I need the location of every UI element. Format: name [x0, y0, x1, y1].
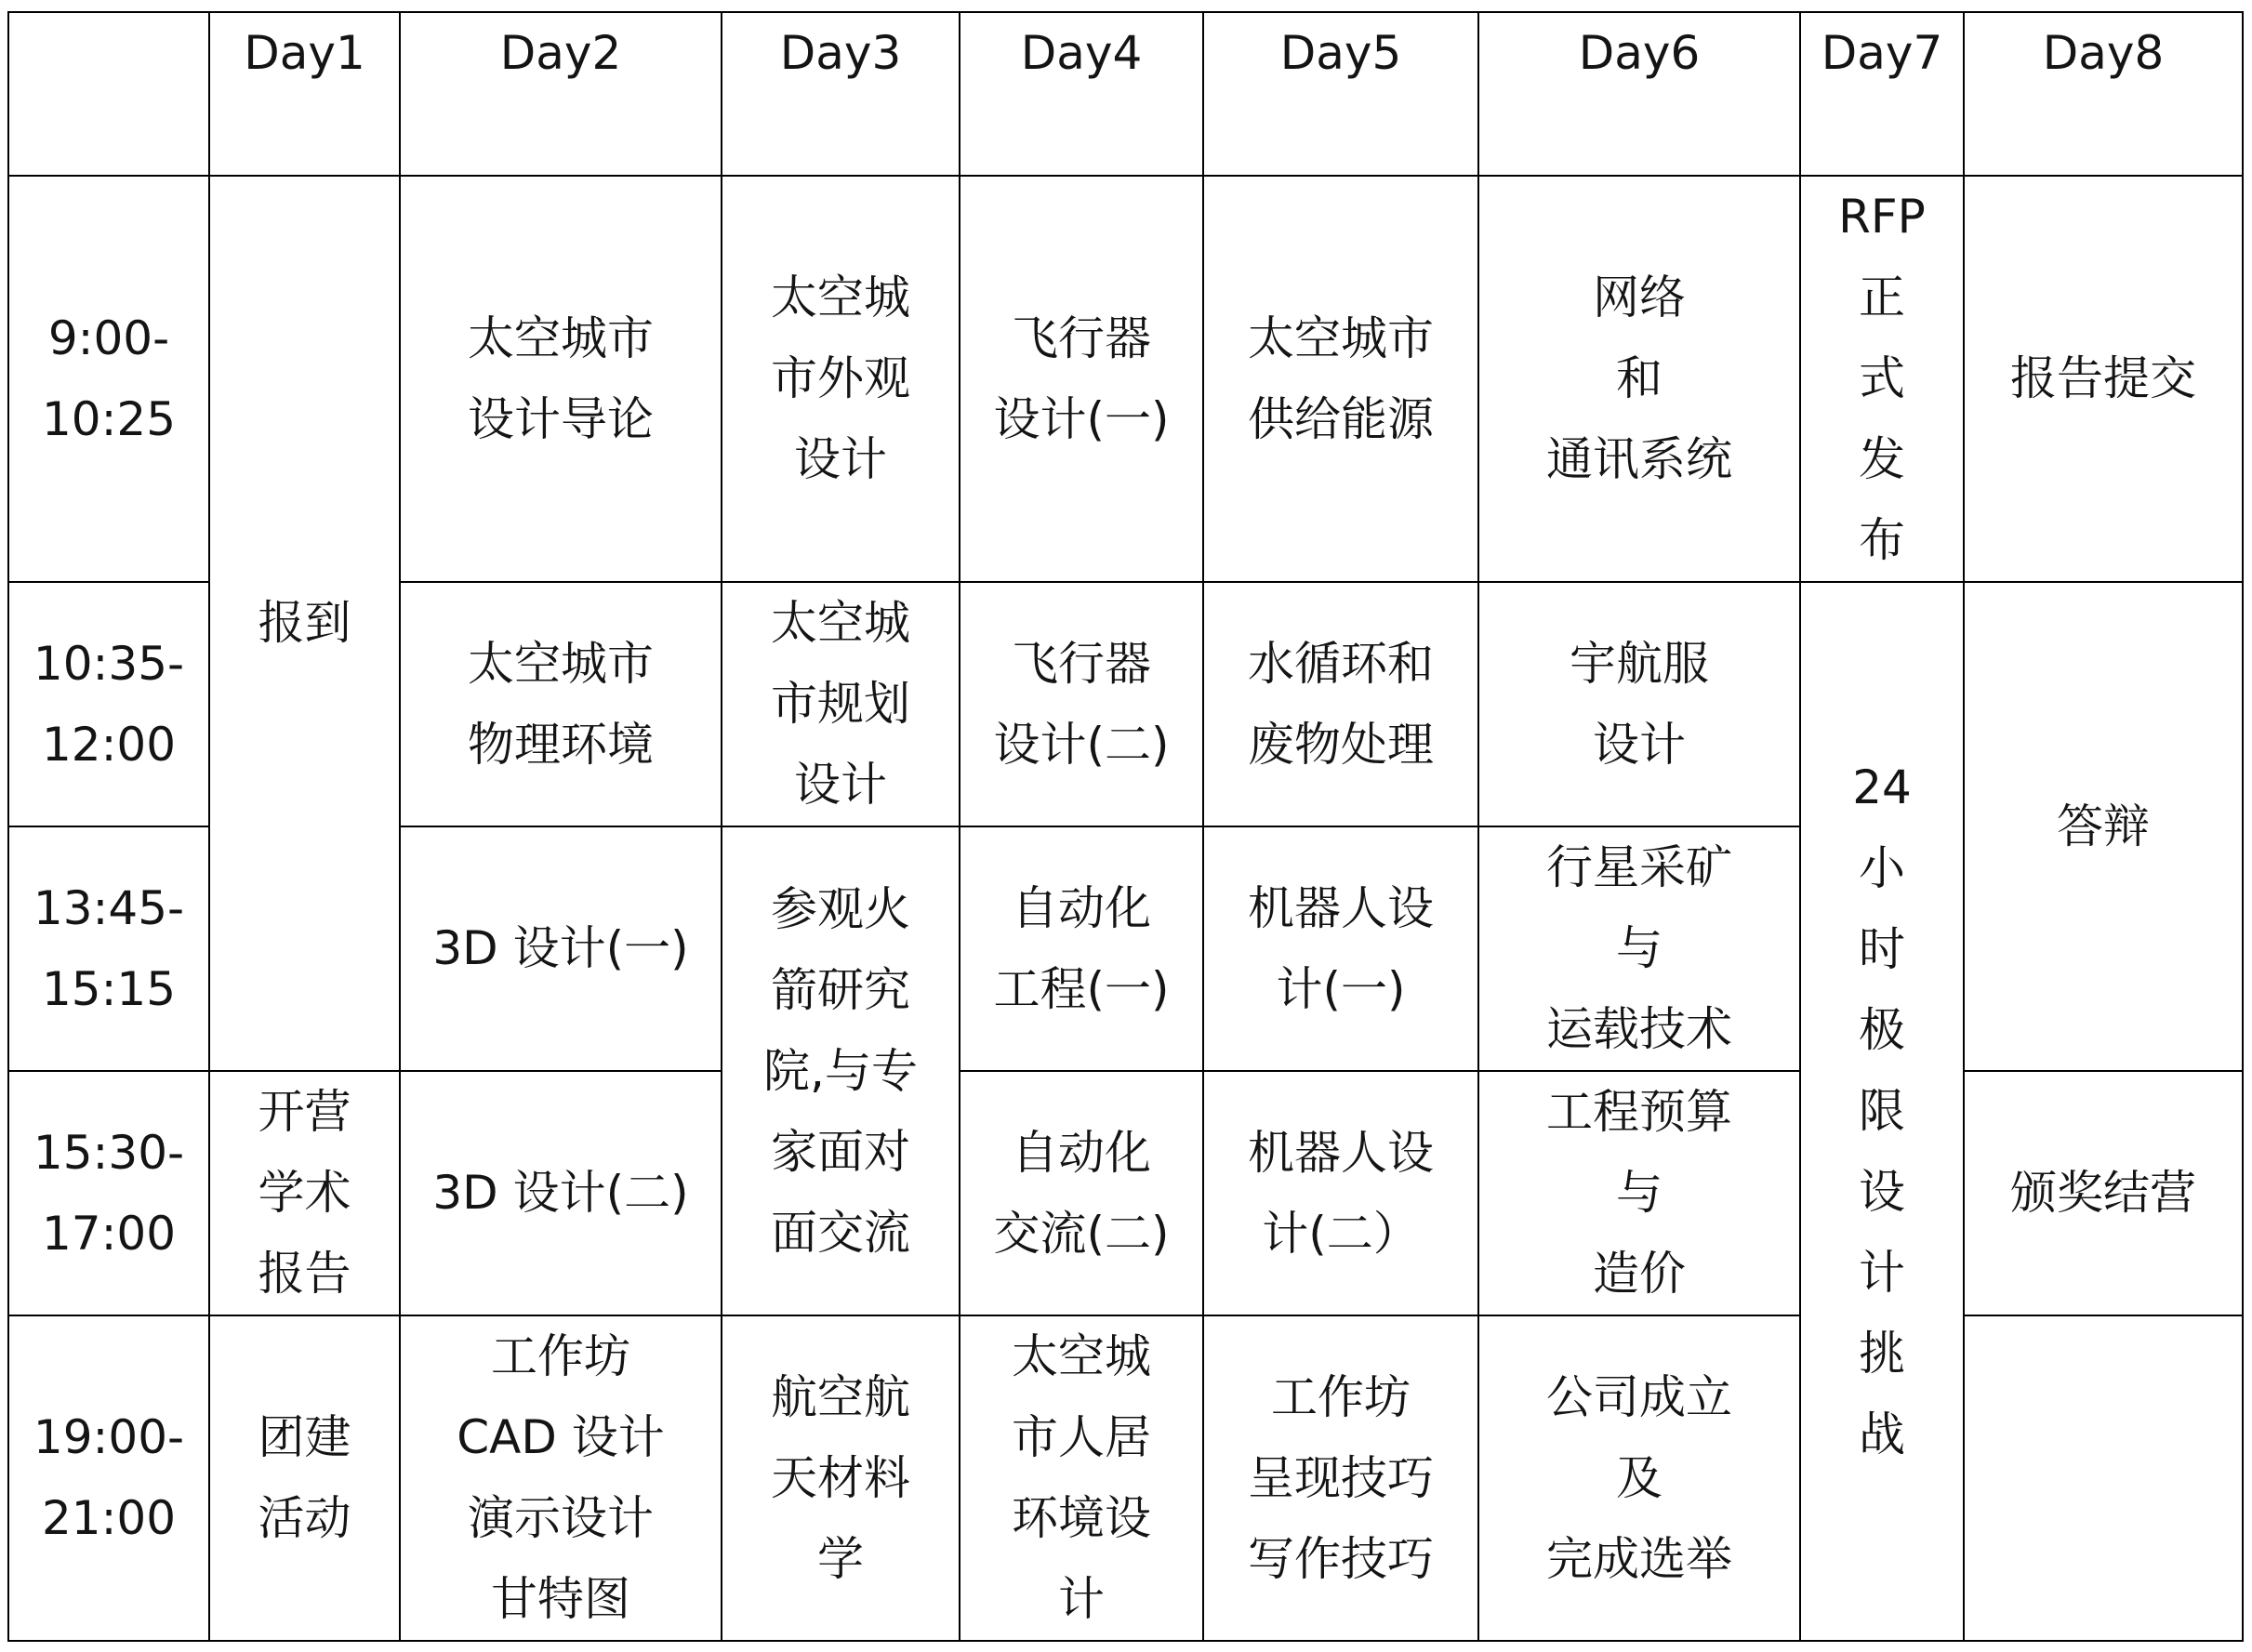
cell-day5-slot1	[1203, 176, 1478, 582]
cell-line: 挑	[1859, 1327, 1905, 1381]
cell-line: 报告提交	[2010, 351, 2196, 405]
cell-day6-slot2	[1478, 582, 1800, 826]
cell-day4-slot2	[960, 582, 1203, 826]
cell-line: 与	[1616, 1166, 1663, 1220]
cell-line: 箭研究	[771, 962, 910, 1017]
cell-line: 活动	[258, 1491, 351, 1545]
cell-line: 工程(一)	[993, 961, 1170, 1016]
cell-day4-slot4	[960, 1071, 1203, 1315]
cell-line: 家面对	[771, 1124, 910, 1179]
schedule-table	[7, 11, 2244, 1642]
cell-day2-slot2	[400, 582, 722, 826]
cell-line: 设计(二)	[993, 717, 1170, 772]
cell-line: 行星采矿	[1546, 840, 1732, 894]
cell-day2-slot4	[400, 1071, 722, 1315]
cell-line: 机器人设	[1248, 880, 1434, 935]
cell-line: 极	[1859, 1003, 1905, 1057]
cell-line: 甘特图	[491, 1572, 630, 1626]
cell-line: 计(二）	[1262, 1206, 1420, 1261]
cell-line: 战	[1859, 1408, 1905, 1461]
cell-line: 院,与专	[763, 1043, 918, 1098]
cell-line: 太空城市	[468, 311, 654, 365]
cell-line: 设计(一)	[993, 391, 1170, 446]
cell-line: 限	[1859, 1084, 1905, 1138]
cell-line: 运载技术	[1546, 1002, 1732, 1056]
cell-line: 报告	[258, 1247, 351, 1301]
cell-day6-slot4	[1478, 1071, 1800, 1315]
cell-day6-slot3	[1478, 826, 1800, 1071]
header-day4: Day4	[960, 12, 1203, 176]
header-day6: Day6	[1478, 12, 1800, 176]
time-cell-4: 15:30- 17:00	[8, 1071, 209, 1315]
header-day1: Day1	[209, 12, 400, 176]
cell-day5-slot4	[1203, 1071, 1478, 1315]
corner-cell	[8, 12, 209, 176]
cell-day1-checkin	[209, 176, 400, 1071]
time-cell-3: 13:45- 15:15	[8, 826, 209, 1071]
cell-line: 工程预算	[1546, 1085, 1732, 1139]
cell-line: 团建	[258, 1410, 351, 1464]
cell-line: 颁奖结营	[2010, 1166, 2196, 1220]
cell-day8-slot5	[1964, 1315, 2243, 1641]
cell-line: 发	[1859, 432, 1905, 486]
cell-line: 设计	[794, 432, 887, 486]
cell-line: 市人居	[1012, 1410, 1151, 1464]
cell-day6-slot1	[1478, 176, 1800, 582]
cell-day7-slot1	[1800, 176, 1964, 582]
cell-line: 学	[817, 1531, 864, 1586]
cell-line: 工作坊	[491, 1329, 630, 1383]
cell-day1-opening	[209, 1071, 400, 1315]
cell-line: 报到	[258, 596, 351, 650]
cell-line: 写作技巧	[1248, 1531, 1434, 1586]
header-day7: Day7	[1800, 12, 1964, 176]
cell-line: 通讯系统	[1546, 432, 1732, 486]
cell-line: 正	[1859, 271, 1905, 324]
cell-line: 自动化	[1012, 880, 1151, 935]
cell-day4-slot5	[960, 1315, 1203, 1641]
cell-line: 与	[1616, 921, 1663, 975]
cell-line: 自动化	[1012, 1125, 1151, 1180]
cell-line: 市外观	[771, 351, 910, 405]
header-day5: Day5	[1203, 12, 1478, 176]
cell-day4-slot3	[960, 826, 1203, 1071]
cell-line: 学术	[258, 1166, 351, 1220]
cell-line: 参观火	[771, 881, 910, 936]
cell-line: 面交流	[771, 1205, 910, 1260]
cell-line: 答辩	[2057, 799, 2150, 853]
cell-day8-slot1	[1964, 176, 2243, 582]
cell-line: 太空城市	[468, 636, 654, 691]
cell-line: 机器人设	[1248, 1125, 1434, 1180]
header-day8: Day8	[1964, 12, 2243, 176]
cell-day6-slot5	[1478, 1315, 1800, 1641]
cell-line: 太空城市	[1248, 311, 1434, 365]
cell-line: CAD 设计	[457, 1410, 665, 1464]
cell-day8-slot4	[1964, 1071, 2243, 1315]
cell-line: 飞行器	[1012, 636, 1151, 691]
cell-day5-slot3	[1203, 826, 1478, 1071]
header-day3: Day3	[722, 12, 960, 176]
slot-row-1	[8, 176, 2243, 582]
cell-day2-slot1	[400, 176, 722, 582]
cell-line: 造价	[1593, 1247, 1686, 1301]
cell-line: 布	[1859, 513, 1905, 567]
cell-day3-slot1	[722, 176, 960, 582]
cell-line: 设	[1859, 1165, 1905, 1219]
cell-line: 供给能源	[1248, 391, 1434, 446]
header-day2: Day2	[400, 12, 722, 176]
cell-line: 3D 设计(二)	[432, 1166, 689, 1220]
cell-day5-slot5	[1203, 1315, 1478, 1641]
cell-line: 及	[1616, 1450, 1663, 1505]
cell-line: 设计导论	[468, 391, 654, 446]
cell-day2-slot3	[400, 826, 722, 1071]
cell-line: 物理环境	[468, 717, 654, 772]
cell-day8-defense	[1964, 582, 2243, 1071]
cell-line: 式	[1859, 351, 1905, 405]
cell-line: 环境设	[1012, 1491, 1151, 1545]
cell-line: 计	[1058, 1572, 1105, 1626]
cell-line: 24	[1852, 760, 1912, 814]
cell-line: 市规划	[771, 677, 910, 731]
cell-day4-slot1	[960, 176, 1203, 582]
cell-line: 小	[1859, 841, 1905, 895]
cell-line: 工作坊	[1271, 1369, 1411, 1424]
cell-line: 天材料	[771, 1450, 910, 1505]
cell-line: 太空城	[1012, 1329, 1151, 1383]
cell-line: 水循环和	[1248, 636, 1434, 691]
cell-line: 太空城	[771, 271, 910, 324]
cell-line: 公司成立	[1546, 1369, 1732, 1424]
cell-day2-slot5	[400, 1315, 722, 1641]
cell-line: 计	[1859, 1246, 1905, 1300]
cell-line: 太空城	[771, 596, 910, 650]
time-cell-1: 9:00- 10:25	[8, 176, 209, 582]
cell-line: 设计	[1593, 717, 1686, 772]
cell-line: 时	[1859, 922, 1905, 976]
cell-line: 和	[1616, 351, 1663, 405]
cell-line: 网络	[1593, 271, 1686, 324]
cell-day5-slot2	[1203, 582, 1478, 826]
cell-line: 航空航	[771, 1369, 910, 1424]
cell-line: 演示设计	[468, 1491, 654, 1545]
cell-line: 计(一)	[1276, 961, 1406, 1016]
header-row	[8, 12, 2243, 176]
cell-line: 开营	[258, 1085, 351, 1139]
cell-day3-slot2	[722, 582, 960, 826]
cell-line: 呈现技巧	[1248, 1450, 1434, 1505]
cell-day7-challenge	[1800, 582, 1964, 1641]
cell-day1-evening	[209, 1315, 400, 1641]
cell-line: 交流(二)	[993, 1206, 1170, 1261]
time-cell-2: 10:35- 12:00	[8, 582, 209, 826]
time-cell-5: 19:00- 21:00	[8, 1315, 209, 1641]
cell-line: 3D 设计(一)	[432, 921, 689, 975]
cell-line: 飞行器	[1012, 311, 1151, 365]
cell-line: 宇航服	[1570, 636, 1709, 691]
cell-line: 完成选举	[1546, 1531, 1732, 1586]
cell-line: 废物处理	[1248, 717, 1434, 772]
cell-day3-visit	[722, 826, 960, 1315]
cell-line: 设计	[794, 758, 887, 812]
cell-day3-slot5	[722, 1315, 960, 1641]
cell-line: RFP	[1838, 190, 1926, 244]
